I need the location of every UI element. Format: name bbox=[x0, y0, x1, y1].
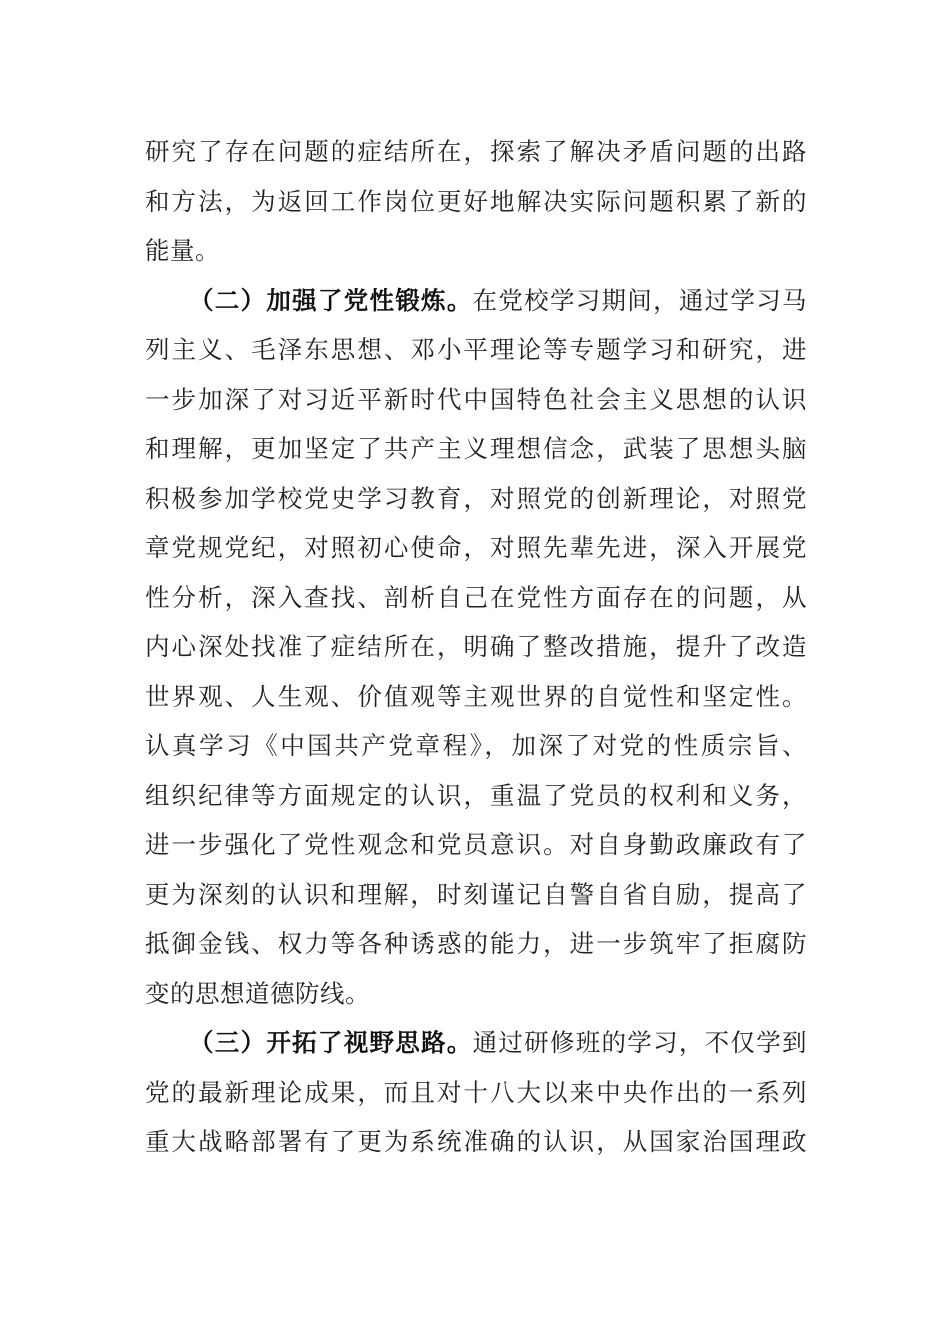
paragraph-2-line-12: 进一步强化了党性观念和党员意识。对自身勤政廉政有了 bbox=[145, 830, 807, 859]
section-heading-3: （三）开拓了视野思路。 bbox=[189, 1028, 473, 1057]
paragraph-2-line-13: 更为深刻的认识和理解，时刻谨记自警自省自励，提高了 bbox=[145, 879, 807, 909]
paragraph-2-line-9: 世界观、人生观、价值观等主观世界的自觉性和坚定性。 bbox=[145, 681, 807, 711]
paragraph-1-line-3: 能量。 bbox=[145, 236, 220, 265]
paragraph-2-line-15: 变的思想道德防线。 bbox=[145, 978, 370, 1008]
paragraph-2-line-1-text: 在党校学习期间，通过学习马 bbox=[472, 285, 807, 315]
paragraph-3-line-3: 重大战略部署有了更为系统准确的认识，从国家治国理政 bbox=[145, 1127, 807, 1156]
section-heading-2: （二）加强了党性锻炼。 bbox=[189, 285, 473, 315]
paragraph-2-line-11: 组织纪律等方面规定的认识，重温了党员的权利和义务， bbox=[145, 780, 807, 810]
paragraph-2-line-6: 章党规党纪，对照初心使命，对照先辈先进，深入开展党 bbox=[145, 533, 807, 562]
paragraph-2-line-2: 列主义、毛泽东思想、邓小平理论等专题学习和研究，进 bbox=[145, 335, 807, 364]
paragraph-3-line-1 bbox=[145, 1018, 807, 1068]
paragraph-3-line-1-text: 通过研修班的学习，不仅学到 bbox=[472, 1028, 807, 1057]
paragraph-2-line-5: 积极参加学校党史学习教育，对照党的创新理论，对照党 bbox=[145, 483, 807, 513]
paragraph-2-line-14: 抵御金钱、权力等各种诱惑的能力，进一步筑牢了拒腐防 bbox=[145, 929, 807, 958]
paragraph-1-line-2: 和方法，为返回工作岗位更好地解决实际问题积累了新的 bbox=[145, 186, 807, 216]
document-body bbox=[145, 127, 807, 1167]
paragraph-2-line-1 bbox=[145, 276, 807, 326]
paragraph-2-line-10: 认真学习《中国共产党章程》，加深了对党的性质宗旨、 bbox=[145, 731, 807, 760]
paragraph-1-line-1: 研究了存在问题的症结所在，探索了解决矛盾问题的出路 bbox=[145, 137, 807, 166]
paragraph-3-line-2: 党的最新理论成果，而且对十八大以来中央作出的一系列 bbox=[145, 1077, 807, 1107]
paragraph-2-line-8: 内心深处找准了症结所在，明确了整改措施，提升了改造 bbox=[145, 632, 807, 661]
paragraph-2-line-7: 性分析，深入查找、剖析自己在党性方面存在的问题，从 bbox=[145, 582, 807, 612]
paragraph-2-line-3: 一步加深了对习近平新时代中国特色社会主义思想的认识 bbox=[145, 384, 807, 414]
paragraph-2-line-4: 和理解，更加坚定了共产主义理想信念，武装了思想头脑 bbox=[145, 434, 807, 463]
